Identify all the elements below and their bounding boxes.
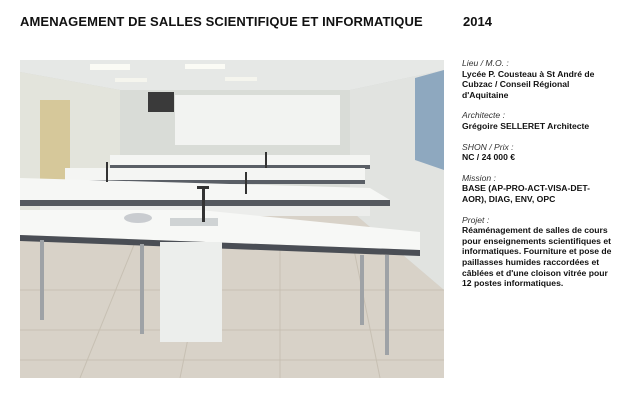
detail-project — [462, 215, 612, 289]
detail-label: Projet : — [462, 214, 490, 225]
detail-value: Grégoire SELLERET Architecte — [462, 120, 590, 131]
detail-label: Mission : — [462, 172, 496, 183]
detail-mission — [462, 173, 612, 205]
detail-value: Lycée P. Cousteau à St André de Cubzac / Conseil Régional d'Aquitaine — [462, 68, 595, 100]
project-year: 2014 — [463, 14, 492, 29]
detail-label: Architecte : — [462, 110, 505, 121]
detail-value: Réaménagement de salles de cours pour enseignements scientifiques et informatiques. Fourniture et pose de paillasses humides raccordées et câblées et d'une cloison vitrée pour 12 postes informatiques. — [462, 225, 612, 289]
detail-area-price — [462, 142, 612, 163]
detail-location — [462, 58, 612, 100]
project-details — [462, 58, 612, 299]
detail-label: Lieu / M.O. : — [462, 58, 509, 68]
detail-value: BASE (AP-PRO-ACT-VISA-DET-AOR), DIAG, ENV, OPC — [462, 183, 590, 204]
detail-label: SHON / Prix : — [462, 141, 514, 152]
detail-architect — [462, 110, 612, 131]
classroom-photo — [20, 60, 444, 378]
detail-value: NC / 24 000 € — [462, 152, 516, 163]
page-title: AMENAGEMENT DE SALLES SCIENTIFIQUE ET INFORMATIQUE — [20, 14, 423, 29]
